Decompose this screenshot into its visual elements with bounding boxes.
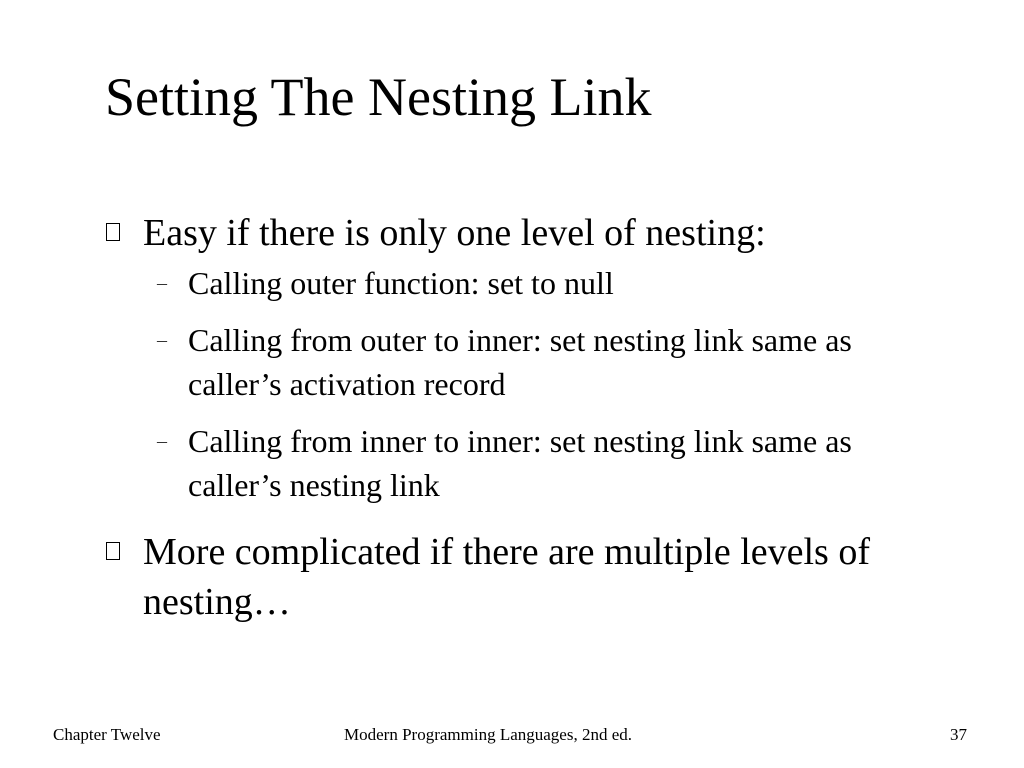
sub-bullet-item [0,261,888,305]
dash-icon: – [157,329,167,351]
bullet-item [0,208,903,258]
bullet-square-icon [106,542,120,560]
dash-icon: – [157,430,167,452]
dash-icon: – [157,272,167,294]
sub-bullet-text: Calling outer function: set to null [188,265,614,301]
slide-title: Setting The Nesting Link [105,67,652,127]
footer-page-number: 37 [950,725,967,744]
footer-book-title: Modern Programming Languages, 2nd ed. [344,725,632,744]
bullet-list [0,208,1024,627]
sub-bullet-text: Calling from inner to inner: set nesting link same as caller’s nesting link [188,423,852,503]
sub-bullet-item [0,318,888,406]
bullet-item [0,527,903,627]
bullet-text: Easy if there is only one level of nesting: [143,212,766,254]
sub-bullet-item [0,419,888,507]
footer-chapter: Chapter Twelve [53,725,161,744]
bullet-text: More complicated if there are multiple levels of nesting… [143,531,870,623]
sub-bullet-text: Calling from outer to inner: set nesting link same as caller’s activation record [188,322,852,402]
bullet-square-icon [106,223,120,241]
